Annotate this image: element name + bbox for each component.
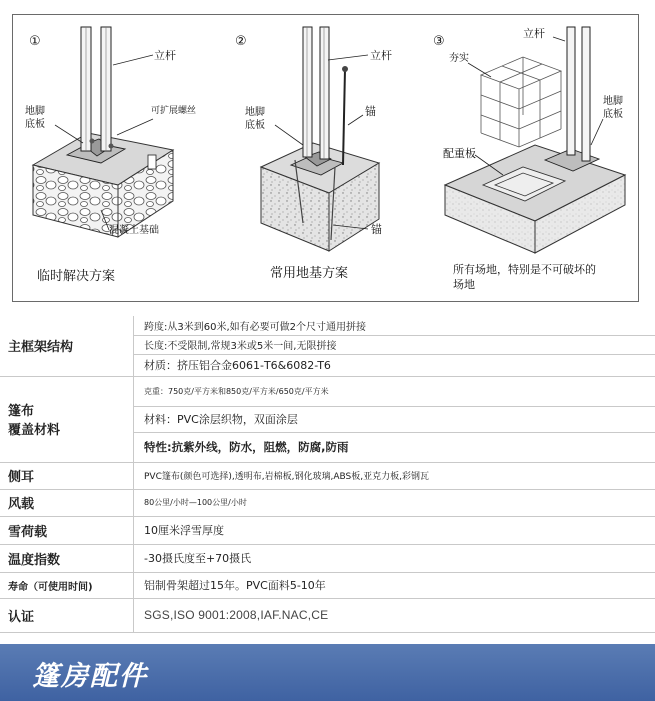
lifespan-value: 铝制骨架超过15年。PVC面料5-10年 <box>134 572 655 598</box>
compact-frame <box>481 57 561 147</box>
panel-1-post-label: 立杆 <box>154 49 176 62</box>
main-frame-span: 跨度:从3米到60米,如有必要可做2个尺寸通用拼接 <box>134 316 655 335</box>
table-row <box>0 316 655 335</box>
panel-1-foundation-label: 混凝土基础 <box>109 225 159 236</box>
side-wall-value: PVC篷布(颜色可选择),透明布,岩棉板,钢化玻璃,ABS板,亚克力板,彩钢瓦 <box>134 462 655 489</box>
panel-3-caption-line-2: 场地 <box>453 278 475 291</box>
panel-2-caption: 常用地基方案 <box>270 266 349 281</box>
main-frame-label: 主框架结构 <box>0 316 134 376</box>
panel-1-base-plate-label-2: 底板 <box>25 119 45 130</box>
panel-2-base-plate-label-2: 底板 <box>245 120 265 131</box>
anchor-rod <box>343 69 345 165</box>
table-row <box>0 544 655 572</box>
side-wall-label: 侧耳 <box>0 462 134 489</box>
wind-load-value: 80公里/小时—100公里/小时 <box>134 489 655 516</box>
panel-3 <box>433 26 625 291</box>
panel-3-post-label: 立杆 <box>523 27 545 40</box>
panel-2-number: ② <box>235 34 247 49</box>
panel-1 <box>25 27 196 284</box>
panel-2-anchor-label-bottom: 锚 <box>371 223 382 236</box>
spec-table <box>0 316 655 633</box>
table-row <box>0 516 655 544</box>
cover-features: 特性:抗紫外线，防水，阻燃，防腐,防雨 <box>134 432 655 462</box>
panel-3-base-plate-label-1: 地脚 <box>603 96 623 107</box>
snow-load-value: 10厘米浮雪厚度 <box>134 516 655 544</box>
panel-3-weight-plate-label: 配重板 <box>443 147 476 160</box>
temperature-label: 温度指数 <box>0 544 134 572</box>
table-row <box>0 376 655 406</box>
panel-2 <box>235 27 392 281</box>
post-2-right <box>320 27 329 159</box>
footer-banner <box>0 644 655 701</box>
foundation-diagram-svg <box>13 15 640 303</box>
cover-label <box>0 376 134 462</box>
panel-3-number: ③ <box>433 34 445 49</box>
lifespan-label: 寿命（可使用时间) <box>0 572 134 598</box>
panel-1-number: ① <box>29 34 41 49</box>
certification-label: 认证 <box>0 598 134 632</box>
table-row <box>0 598 655 632</box>
post-3-right <box>582 27 590 161</box>
cover-label-line-1: 篷布 <box>8 404 35 419</box>
panel-1-caption: 临时解决方案 <box>37 269 116 284</box>
post-2-left <box>303 27 312 157</box>
main-frame-material: 材质：挤压铝合金6061-T6&6082-T6 <box>134 354 655 376</box>
snow-load-label: 雪荷载 <box>0 516 134 544</box>
footer-title: 篷房配件 <box>32 661 148 692</box>
panel-3-compact-label: 夯实 <box>449 53 469 64</box>
table-row <box>0 489 655 516</box>
table-row <box>0 462 655 489</box>
panel-2-anchor-label-top: 锚 <box>365 105 376 118</box>
panel-2-base-plate-label-1: 地脚 <box>245 107 265 118</box>
panel-3-base-plate-label-2: 底板 <box>603 109 623 120</box>
cover-material: 材料：PVC涂层织物，双面涂层 <box>134 406 655 432</box>
panel-1-base-plate-label-1: 地脚 <box>25 106 45 117</box>
panel-1-bolt-label: 可扩展螺丝 <box>151 106 197 116</box>
table-row <box>0 572 655 598</box>
block-tag <box>148 155 156 169</box>
cover-weight: 克重：750克/平方米和850克/平方米/650克/平方米 <box>134 376 655 406</box>
panel-3-caption-line-1: 所有场地，特别是不可破坏的 <box>453 263 596 276</box>
wind-load-label: 风载 <box>0 489 134 516</box>
cover-label-line-2: 覆盖材料 <box>8 423 61 438</box>
temperature-value: -30摄氏度至+70摄氏 <box>134 544 655 572</box>
certification-value: SGS,ISO 9001:2008,IAF.NAC,CE <box>134 598 655 632</box>
post-3-left <box>567 27 575 155</box>
foundation-diagram <box>12 14 639 302</box>
panel-2-post-label: 立杆 <box>370 49 392 62</box>
main-frame-length: 长度:不受限制,常规3米或5米一间,无限拼接 <box>134 335 655 354</box>
